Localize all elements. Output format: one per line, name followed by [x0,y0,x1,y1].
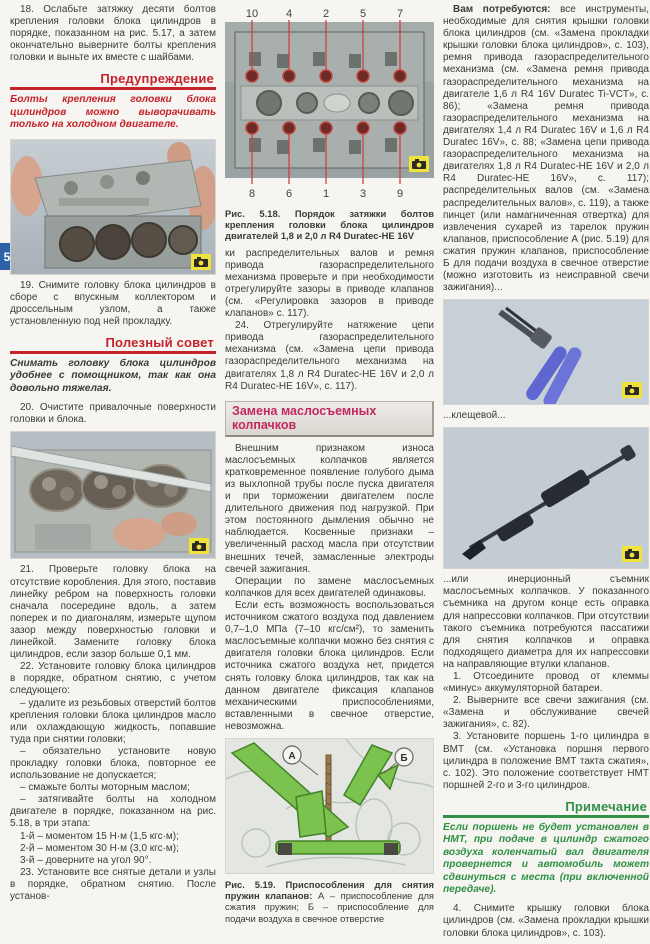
left-column [10,4,216,940]
svg-text:2: 2 [322,8,330,20]
bullet-oil: – удалите из резьбовых отверстий болтов крепления головки блока цилиндров масло или охлаждающую жидкость, попавшие туда при снятии головки; [10,697,216,745]
warning-body: Болты крепления головки блока цилиндров можно выворачивать только на холодном двигателе. [10,94,216,131]
bullet-tighten: – затягивайте болты на холодном двигателе в порядке, показанном на рис. 5.18, в три этапа: [10,794,216,830]
warning-rule [10,87,216,90]
note-box [443,799,649,896]
step-1: 1. Отсоедините провод от клеммы «минус» аккумуляторной батареи. [443,671,649,695]
para-same-ops: Операции по замене маслосъемных колпачков для всех двигателей одинаковы. [225,575,434,599]
figure-5-18 [225,6,434,205]
step-23: 23. Установите все снятые детали и узлы в порядке, обратном снятию. После установ- [10,866,216,902]
bullet-lube: – смажьте болты моторным маслом; [20,782,190,794]
figure-5-19-caption: Рис. 5.19. Приспособления для снятия пружин клапанов: А – приспособление для сжатия пружин; Б – приспособление для подачи воздуха в свечное отверстие [225,878,434,924]
svg-text:6: 6 [285,188,293,200]
advice-rule [10,351,216,354]
bullet-gasket: – обязательно установите новую прокладку головки блока, повторное ее использование не допускается; [10,745,216,782]
torque-stage-2: 2-й – моментом 30 Н·м (3,0 кгс·м); [20,842,179,854]
svg-text:5: 5 [359,8,367,20]
svg-text:10: 10 [245,8,259,20]
right-column [443,4,649,940]
svg-text:8: 8 [248,188,256,200]
note-title: Примечание [565,798,647,814]
camera-icon [191,254,211,270]
camera-icon [622,382,642,398]
camera-icon [409,156,429,172]
svg-text:А: А [288,750,296,762]
step-24: 24. Отрегулируйте натяжение цепи привода газораспределительного механизма (см. «Замена цепи привода газораспределительного механизма на двигателях 1,8 л R4 Duratec-HE 16V и 2,0 л R4 Duratec-HE 16V», с. 117). [225,320,434,392]
photo-pliers-tool [443,299,649,405]
svg-text:Б: Б [400,752,408,764]
svg-text:4: 4 [285,8,293,20]
note-rule [443,815,649,818]
svg-text:7: 7 [396,8,404,20]
step-2: 2. Выверните все свечи зажигания (см. «Замена и обслуживание свечей зажигания», с. 82). [443,695,649,731]
step-18: 18. Ослабьте затяжку десяти болтов крепления головки блока цилиндров в порядке, показанном на рис. 5.17, а затем окончательно выверните болты крепления головки и выньте их вместе с шайбами. [10,4,216,64]
svg-text:9: 9 [396,188,404,200]
photo-head-removal [10,139,216,275]
para-tools-required: Вам потребуются: все инструменты, необходимые для снятия крышки головки блока цилиндров (см. «Замена прокладки крышки головки блока цилиндров», с. 103), ремня привода газораспределительного механизма (см. «Замена ремня привода газораспределительного механизма на двигателе 1,6 л R4 16V Duratec Ti-VCT», с. 86); «Замена ремня привода газораспределительного механизма на двигателях 1,4 л R4 Duratec 16V и 1,6 л R4 Duratec 16V», с. 88; «Замена цепи привода газораспределительного механизма на двигателях 1,8 л R4 Duratec-HE 16V и 2,0 л R4 Duratec-HE 16V», с. 117); распределительных валов (см. «Замена распределительных валов», с. 119), а также пинцет (или намагниченная отвертка) для извлечения сухарей из тарелок пружин клапанов, приспособление А (рис. 5.19) для сжатия пружин клапанов, приспособление Б для подачи воздуха в свечное отверстие (можно изготовить из неисправной свечи зажигания)... [443,4,649,294]
procedure-steps [443,671,649,792]
figure-5-19 [225,738,434,874]
para-seal-wear: Внешним признаком износа маслосъемных колпачков является кратковременное появление голубого дыма из выхлопной трубы после пуска двигателя и при торможении двигателем после длительного движения под нагрузкой. При этом постоянного дымления обычно не наблюдается. Косвенные признаки – увеличенный расход масла при отсутствии внешних течей, замасленные электроды свечей зажигания. [225,442,434,575]
step-19: 19. Снимите головку блока цилиндров в сборе с впускным коллектором и дроссельным узлом, а также установленную под ней прокладку. [10,279,216,327]
para-compressed-air: Если есть возможность воспользоваться источником сжатого воздуха под давлением 0,7–1,0 МПа (7–10 кгс/см²), то заменить маслосъемные колпачки можно без снятия с двигателя головки блока цилиндров. Если источника сжатого воздуха нет, придется снять головку блока цилиндров, так как на данном двигателе фиксация клапанов механическими приспособлениями, вставленными в свечное отверстие, невозможна. [225,599,434,732]
photo-inertia-puller [443,427,649,569]
step-21: 21. Проверьте головку блока на отсутствие коробления. Для этого, поставив линейку ребром на поверхность головки сначала посередине вдоль, а затем поперек и по диагоналям, измерьте щупом зазор между поверхностью головки и линейкой. Замените головку блока цилиндров, если зазор больше 0,1 мм. [10,564,216,661]
advice-title: Полезный совет [105,335,214,351]
torque-stage-1: 1-й – моментом 15 Н·м (1,5 кгс·м); [20,830,179,842]
para-puller-desc: ...или инерционный съемник маслосъемных колпачков. У показанного съемника на другом конце есть оправка для напрессовки колпачков. При отсутствии такого съемника потребуются пассатижи для снятия колпачков и оправка подходящего диаметра для их напрессовки на направляющие втулки клапанов. [443,574,649,670]
pliers-caption: ...клещевой... [443,410,506,422]
middle-column [225,4,434,940]
svg-text:3: 3 [359,188,367,200]
camera-icon [189,538,209,554]
note-body: Если поршень не будет установлен в НМТ, при подаче в цилиндр сжатого воздуха коленчатый вал двигателя провернется и автомобиль может сдвинуться с места (при включенной передаче). [443,821,649,895]
section-title-valve-seals: Замена маслосъемных колпачков [225,401,434,437]
step-4: 4. Снимите крышку головки блока цилиндров (см. «Замена прокладки крышки головки блока цилиндров», с. 103). [443,903,649,939]
warning-box [10,71,216,131]
advice-box [10,335,216,395]
step-22: 22. Установите головку блока цилиндров в порядке, обратном снятию, с учетом следующего: [10,661,216,697]
chapter-tab: 5 [0,243,14,270]
advice-body: Снимать головку блока цилиндров удобнее с помощником, так как она довольно тяжелая. [10,358,216,394]
svg-text:1: 1 [322,188,330,200]
camera-icon [622,546,642,562]
figure-5-18-caption: Рис. 5.18. Порядок затяжки болтов крепления головки блока цилиндров двигателей 1,8 и 2,0 л R4 Duratec-HE 16V [225,208,434,242]
torque-stage-3: 3-й – доверните на угол 90°. [20,854,152,866]
step-3: 3. Установите поршень 1-го цилиндра в ВМТ (см. «Установка поршня первого цилиндра в положение ВМТ такта сжатия», с. 102). Это положение соответствует НМТ поршней 2-го и 3-го цилиндров. [443,731,649,791]
para-camshafts-cont: ки распределительных валов и ремня привода газораспределительного механизма проверьте и при необходимости отрегулируйте зазоры в приводе клапанов (см. «Регулировка зазоров в приводе клапанов» с. 117). [225,247,434,320]
photo-straightedge-check [10,431,216,559]
warning-title: Предупреждение [100,71,214,87]
step-20: 20. Очистите привалочные поверхности головки и блока. [10,402,216,426]
